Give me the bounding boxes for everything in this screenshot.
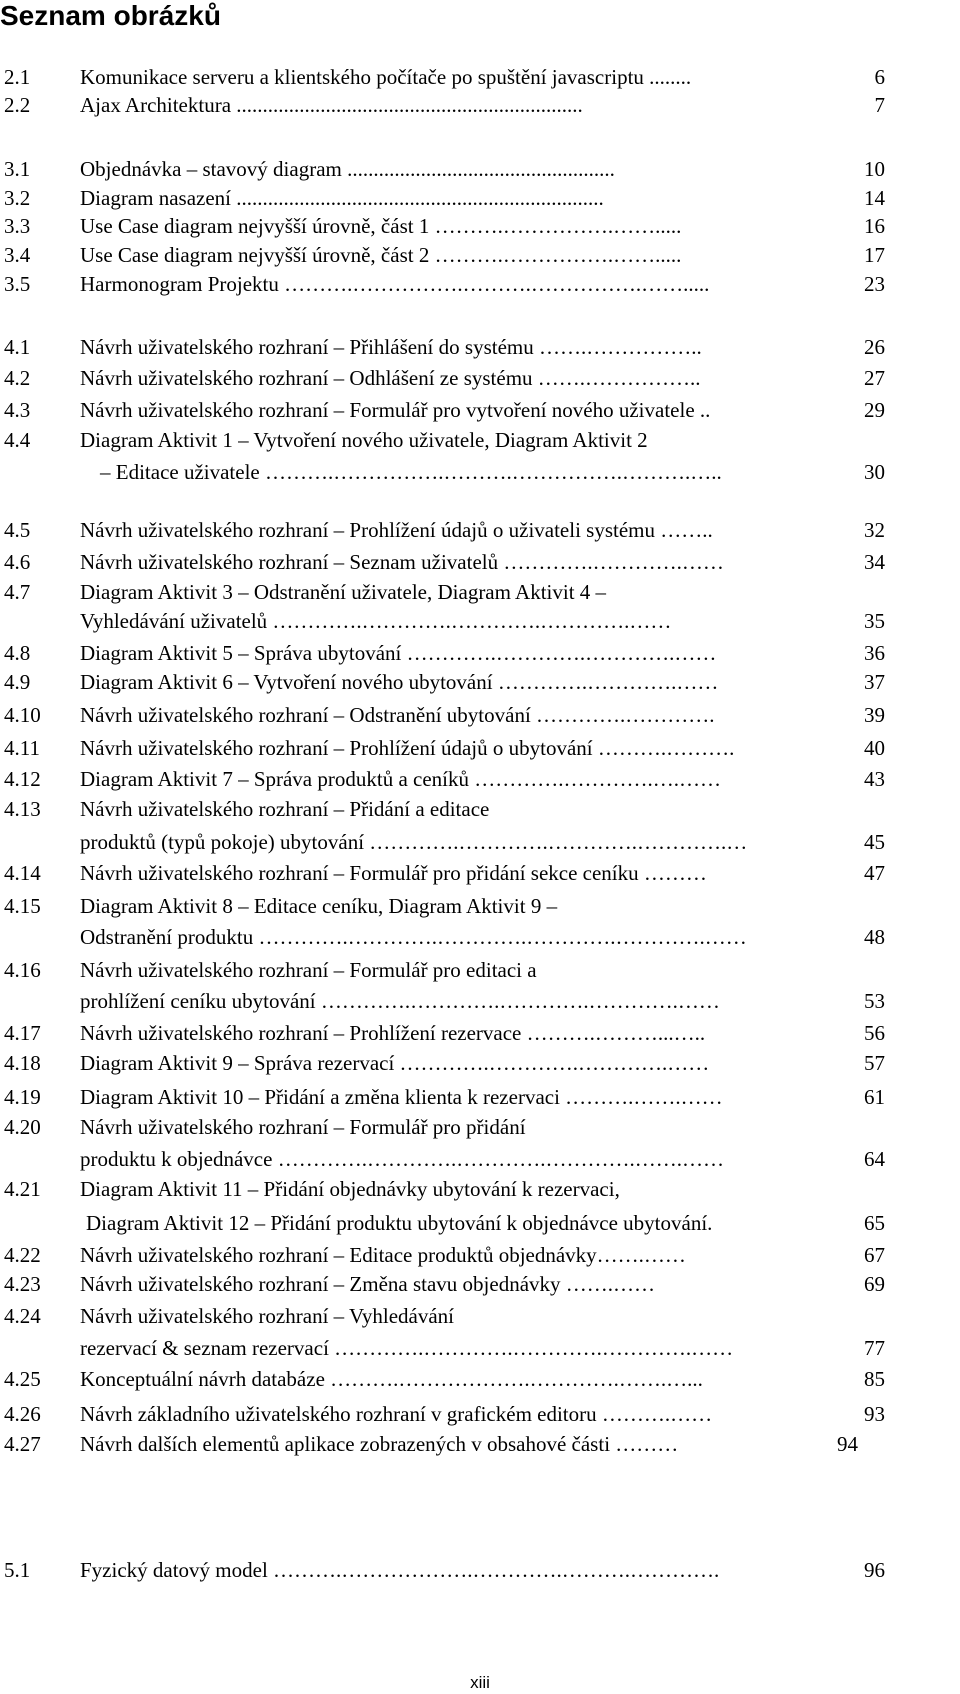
toc-entry[interactable]: [0, 1080, 885, 1114]
entry-title: Fyzický datový model ……….……………….………….……….………….: [80, 1558, 720, 1582]
entry-title-continuation: Odstranění produktu ………….………….………….………….………….……: [80, 925, 747, 949]
entry-page-number: 77: [864, 1336, 885, 1360]
entry-title-continuation: rezervací & seznam rezervací ………….………….………….………….……: [80, 1336, 734, 1360]
entry-number: 3.5: [4, 272, 31, 296]
toc-entry[interactable]: [0, 856, 885, 890]
entry-number: 4.27: [4, 1432, 41, 1456]
entry-page-number: 35: [864, 609, 885, 633]
entry-page-number: 65: [864, 1211, 885, 1235]
entry-number: 4.18: [4, 1051, 41, 1075]
entry-title: Návrh uživatelského rozhraní – Vyhledávání: [80, 1304, 454, 1328]
toc-entry-continuation[interactable]: [0, 1142, 885, 1176]
entry-number: 3.3: [4, 214, 31, 238]
entry-title: Diagram Aktivit 11 – Přidání objednávky ubytování k rezervaci,: [80, 1177, 620, 1201]
toc-entry[interactable]: [0, 361, 885, 395]
entry-number: 4.20: [4, 1115, 41, 1139]
entry-number: 5.1: [4, 1558, 31, 1582]
toc-entry-continuation[interactable]: [0, 1206, 885, 1240]
toc-entry[interactable]: [0, 665, 885, 699]
toc-entry[interactable]: [0, 698, 885, 732]
entry-title: Návrh uživatelského rozhraní – Odhlášení ze systému …….……………..: [80, 366, 701, 390]
entry-number: 4.14: [4, 861, 41, 885]
entry-page-number: 69: [864, 1272, 885, 1296]
entry-number: 4.13: [4, 797, 41, 821]
entry-number: 4.4: [4, 428, 31, 452]
entry-title: Diagram Aktivit 1 – Vytvoření nového uživatele, Diagram Aktivit 2: [80, 428, 648, 452]
entry-number: 4.22: [4, 1243, 41, 1267]
toc-entry[interactable]: [0, 88, 885, 122]
entry-number: 4.1: [4, 335, 31, 359]
entry-title: Návrh uživatelského rozhraní – Prohlížení rezervace ……….………...…..: [80, 1021, 706, 1045]
entry-number: 3.1: [4, 157, 31, 181]
entry-page-number: 67: [864, 1243, 885, 1267]
entry-page-number: 96: [864, 1558, 885, 1582]
entry-number: 4.6: [4, 550, 31, 574]
entry-title: Návrh dalších elementů aplikace zobrazených v obsahové části ………: [80, 1432, 679, 1456]
entry-number: 4.9: [4, 670, 31, 694]
entry-page-number: 29: [864, 398, 885, 422]
toc-entry[interactable]: [0, 889, 885, 923]
toc-entry-continuation[interactable]: [0, 604, 885, 638]
entry-page-number: 17: [864, 243, 885, 267]
entry-title: Návrh uživatelského rozhraní – Formulář pro editaci a: [80, 958, 537, 982]
entry-page-number: 16: [864, 214, 885, 238]
toc-entry[interactable]: [0, 1267, 885, 1301]
entry-number: 4.2: [4, 366, 31, 390]
entry-page-number: 45: [864, 830, 885, 854]
entry-title: Diagram nasazení ......................................................................: [80, 186, 604, 210]
entry-title: Diagram Aktivit 10 – Přidání a změna klienta k rezervaci ……….…….……: [80, 1085, 723, 1109]
entry-number: 4.16: [4, 958, 41, 982]
entry-title: Návrh uživatelského rozhraní – Přihlášení do systému …….……………..: [80, 335, 702, 359]
entry-title: Komunikace serveru a klientského počítače po spuštění javascriptu ........: [80, 65, 692, 89]
entry-page-number: 6: [874, 65, 885, 89]
entry-title: Diagram Aktivit 3 – Odstranění uživatele, Diagram Aktivit 4 –: [80, 580, 607, 604]
entry-page-number: 36: [864, 641, 885, 665]
entry-page-number: 37: [864, 670, 885, 694]
toc-entry[interactable]: [0, 953, 885, 987]
entry-title-continuation: Diagram Aktivit 12 – Přidání produktu ubytování k objednávce ubytování.: [86, 1211, 713, 1235]
entry-title: Use Case diagram nejvyšší úrovně, část 1 ……….…………….…….....: [80, 214, 682, 238]
toc-entry[interactable]: [0, 731, 885, 765]
entry-number: 4.23: [4, 1272, 41, 1296]
entry-title-continuation: – Editace uživatele ……….…………….……….…………….……….…..: [100, 460, 722, 484]
toc-entry[interactable]: [0, 423, 885, 457]
entry-number: 2.2: [4, 93, 31, 117]
toc-entry[interactable]: [0, 1553, 885, 1587]
toc-entry[interactable]: [0, 545, 885, 579]
entry-title: Objednávka – stavový diagram ...................................................: [80, 157, 615, 181]
entry-number: 4.26: [4, 1402, 41, 1426]
entry-title: Návrh uživatelského rozhraní – Seznam uživatelů ………….………….……: [80, 550, 724, 574]
entry-number: 4.17: [4, 1021, 41, 1045]
entry-number: 3.2: [4, 186, 31, 210]
entry-page-number: 23: [864, 272, 885, 296]
entry-number: 2.1: [4, 65, 31, 89]
entry-number: 4.15: [4, 894, 41, 918]
toc-entry[interactable]: [0, 1427, 858, 1461]
entry-page-number: 93: [864, 1402, 885, 1426]
toc-entry[interactable]: [0, 1397, 885, 1431]
entry-title-continuation: Vyhledávání uživatelů ………….………….………….………….……: [80, 609, 672, 633]
entry-title: Diagram Aktivit 8 – Editace ceníku, Diagram Aktivit 9 –: [80, 894, 558, 918]
entry-number: 4.25: [4, 1367, 41, 1391]
entry-title: Návrh uživatelského rozhraní – Prohlížení údajů o ubytování ……….……….: [80, 736, 735, 760]
entry-page-number: 27: [864, 366, 885, 390]
entry-number: 4.12: [4, 767, 41, 791]
entry-number: 4.11: [4, 736, 40, 760]
entry-page-number: 34: [864, 550, 885, 574]
toc-entry[interactable]: [0, 792, 885, 826]
entry-number: 4.10: [4, 703, 41, 727]
entry-number: 4.21: [4, 1177, 41, 1201]
toc-entry-continuation[interactable]: [0, 825, 885, 859]
entry-page-number: 53: [864, 989, 885, 1013]
entry-title: Harmonogram Projektu ……….…………….……….…………….…….....: [80, 272, 710, 296]
entry-number: 3.4: [4, 243, 31, 267]
entry-page-number: 26: [864, 335, 885, 359]
entry-page-number: 10: [864, 157, 885, 181]
entry-title: Návrh uživatelského rozhraní – Odstranění ubytování ………….………….: [80, 703, 715, 727]
entry-title: Konceptuální návrh databáze ……….……………….………….…….…...: [80, 1367, 703, 1391]
entry-title: Návrh uživatelského rozhraní – Prohlížení údajů o uživateli systému ……..: [80, 518, 713, 542]
entry-title-continuation: prohlížení ceníku ubytování ………….………….………….………….……: [80, 989, 720, 1013]
toc-entry[interactable]: [0, 762, 885, 796]
entry-title: Diagram Aktivit 9 – Správa rezervací ………….………….………….……: [80, 1051, 710, 1075]
entry-title: Návrh uživatelského rozhraní – Editace produktů objednávky…….……: [80, 1243, 686, 1267]
entry-title: Návrh uživatelského rozhraní – Formulář pro přidání: [80, 1115, 526, 1139]
entry-title: Návrh uživatelského rozhraní – Přidání a editace: [80, 797, 490, 821]
entry-page-number: 7: [874, 93, 885, 117]
entry-title-continuation: produktů (typů pokoje) ubytování ………….………….………….………….…: [80, 830, 748, 854]
toc-entry-continuation[interactable]: [0, 1331, 885, 1365]
entry-page-number: 57: [864, 1051, 885, 1075]
entry-page-number: 47: [864, 861, 885, 885]
entry-page-number: 64: [864, 1147, 885, 1171]
entry-number: 4.5: [4, 518, 31, 542]
entry-page-number: 48: [864, 925, 885, 949]
entry-page-number: 56: [864, 1021, 885, 1045]
entry-title: Diagram Aktivit 7 – Správa produktů a ceníků ………….………….….……: [80, 767, 722, 791]
toc-entry[interactable]: [0, 1046, 885, 1080]
entry-number: 4.7: [4, 580, 31, 604]
entry-page-number: 39: [864, 703, 885, 727]
entry-page-number: 94: [837, 1432, 858, 1456]
page-title: Seznam obrázků: [0, 0, 221, 31]
entry-page-number: 85: [864, 1367, 885, 1391]
entry-title: Ajax Architektura ..................................................................: [80, 93, 583, 117]
toc-entry[interactable]: [0, 1172, 885, 1206]
entry-number: 4.3: [4, 398, 31, 422]
entry-page-number: 30: [864, 460, 885, 484]
toc-entry[interactable]: [0, 393, 885, 427]
toc-entry-continuation[interactable]: [0, 920, 885, 954]
entry-title: Návrh uživatelského rozhraní – Formulář pro přidání sekce ceníku ………: [80, 861, 707, 885]
entry-title: Diagram Aktivit 5 – Správa ubytování ………….………….………….……: [80, 641, 717, 665]
toc-entry[interactable]: [0, 267, 885, 301]
entry-title: Diagram Aktivit 6 – Vytvoření nového ubytování ………….………….……: [80, 670, 719, 694]
entry-title: Návrh uživatelského rozhraní – Změna stavu objednávky …….……: [80, 1272, 656, 1296]
entry-page-number: 14: [864, 186, 885, 210]
entry-page-number: 32: [864, 518, 885, 542]
entry-page-number: 61: [864, 1085, 885, 1109]
entry-title: Use Case diagram nejvyšší úrovně, část 2 ……….…………….…….....: [80, 243, 682, 267]
toc-entry[interactable]: [0, 1016, 885, 1050]
entry-title-continuation: produktu k objednávce ………….………….………….………….…….……: [80, 1147, 724, 1171]
toc-entry[interactable]: [0, 513, 885, 547]
toc-entry[interactable]: [0, 1362, 885, 1396]
toc-entry[interactable]: [0, 1299, 885, 1333]
entry-page-number: 40: [864, 736, 885, 760]
entry-title: Návrh uživatelského rozhraní – Formulář pro vytvoření nového uživatele ..: [80, 398, 711, 422]
entry-number: 4.24: [4, 1304, 41, 1328]
toc-entry[interactable]: [0, 330, 885, 364]
toc-entry-continuation[interactable]: [0, 455, 885, 489]
toc-entry[interactable]: [0, 1110, 885, 1144]
page-number: xiii: [470, 1673, 490, 1692]
entry-page-number: 43: [864, 767, 885, 791]
toc-entry-continuation[interactable]: [0, 984, 885, 1018]
entry-number: 4.8: [4, 641, 31, 665]
entry-title: Návrh základního uživatelského rozhraní v grafickém editoru ……….……: [80, 1402, 713, 1426]
entry-number: 4.19: [4, 1085, 41, 1109]
